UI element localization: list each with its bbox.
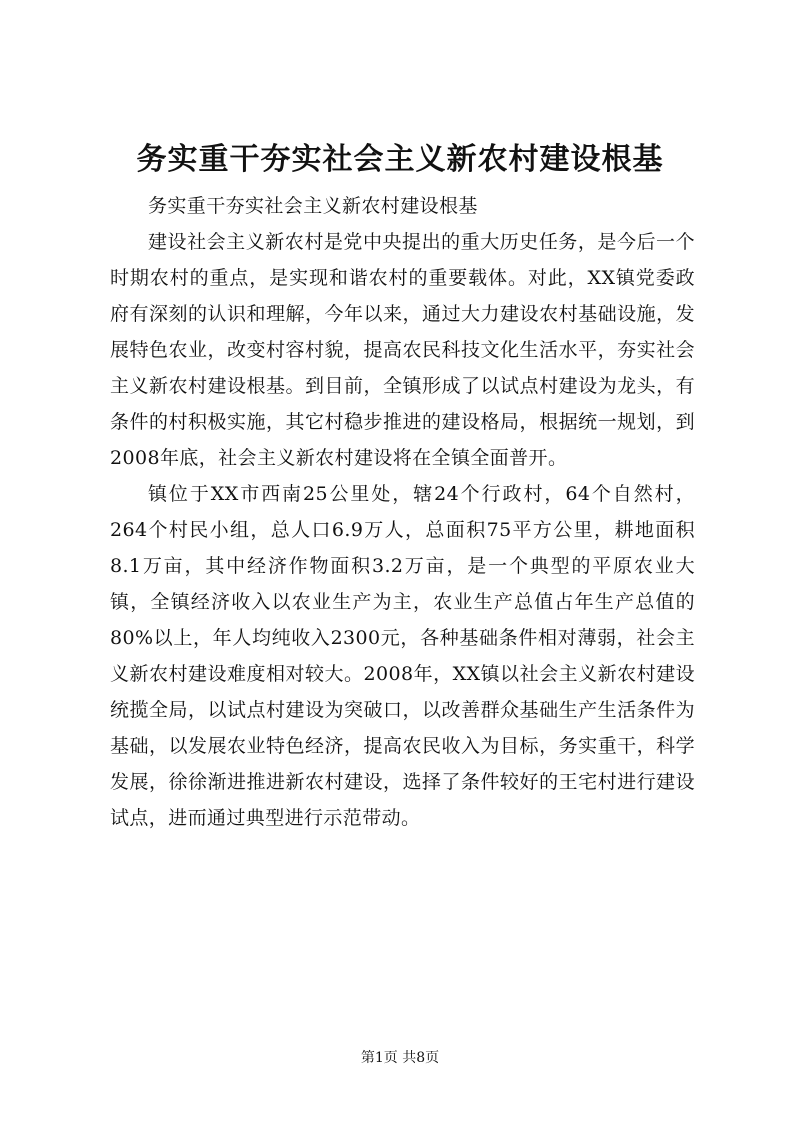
document-title: 务实重干夯实社会主义新农村建设根基 [136,142,664,177]
document-body [110,188,695,836]
body-paragraph-1: 建设社会主义新农村是党中央提出的重大历史任务，是今后一个时期农村的重点，是实现和谐农村的重要载体。对此，XX镇党委政府有深刻的认识和理解，今年以来，通过大力建设农村基础设施，发展特色农业，改变村容村貌，提高农民科技文化生活水平，夯实社会主义新农村建设根基。到目前，全镇形成了以试点村建设为龙头，有条件的村积极实施，其它村稳步推进的建设格局，根据统一规划，到2008年底，社会主义新农村建设将在全镇全面普开。 [110,231,695,469]
subtitle-paragraph: 务实重干夯实社会主义新农村建设根基 [148,195,478,217]
body-paragraph-2: 镇位于XX市西南25公里处，辖24个行政村，64个自然村，264个村民小组，总人口6.9万人，总面积75平方公里，耕地面积8.1万亩，其中经济作物面积3.2万亩，是一个典型的平原农业大镇，全镇经济收入以农业生产为主，农业生产总值占年生产总值的80%以上，年人均纯收入2300元，各种基础条件相对薄弱，社会主义新农村建设难度相对较大。2008年，XX镇以社会主义新农村建设统揽全局，以试点村建设为突破口，以改善群众基础生产生活条件为基础，以发展农业特色经济，提高农民收入为目标，务实重干，科学发展，徐徐渐进推进新农村建设，选择了条件较好的王宅村进行建设试点，进而通过典型进行示范带动。 [110,483,695,829]
page-number-footer: 第1页 共8页 [360,1050,440,1066]
